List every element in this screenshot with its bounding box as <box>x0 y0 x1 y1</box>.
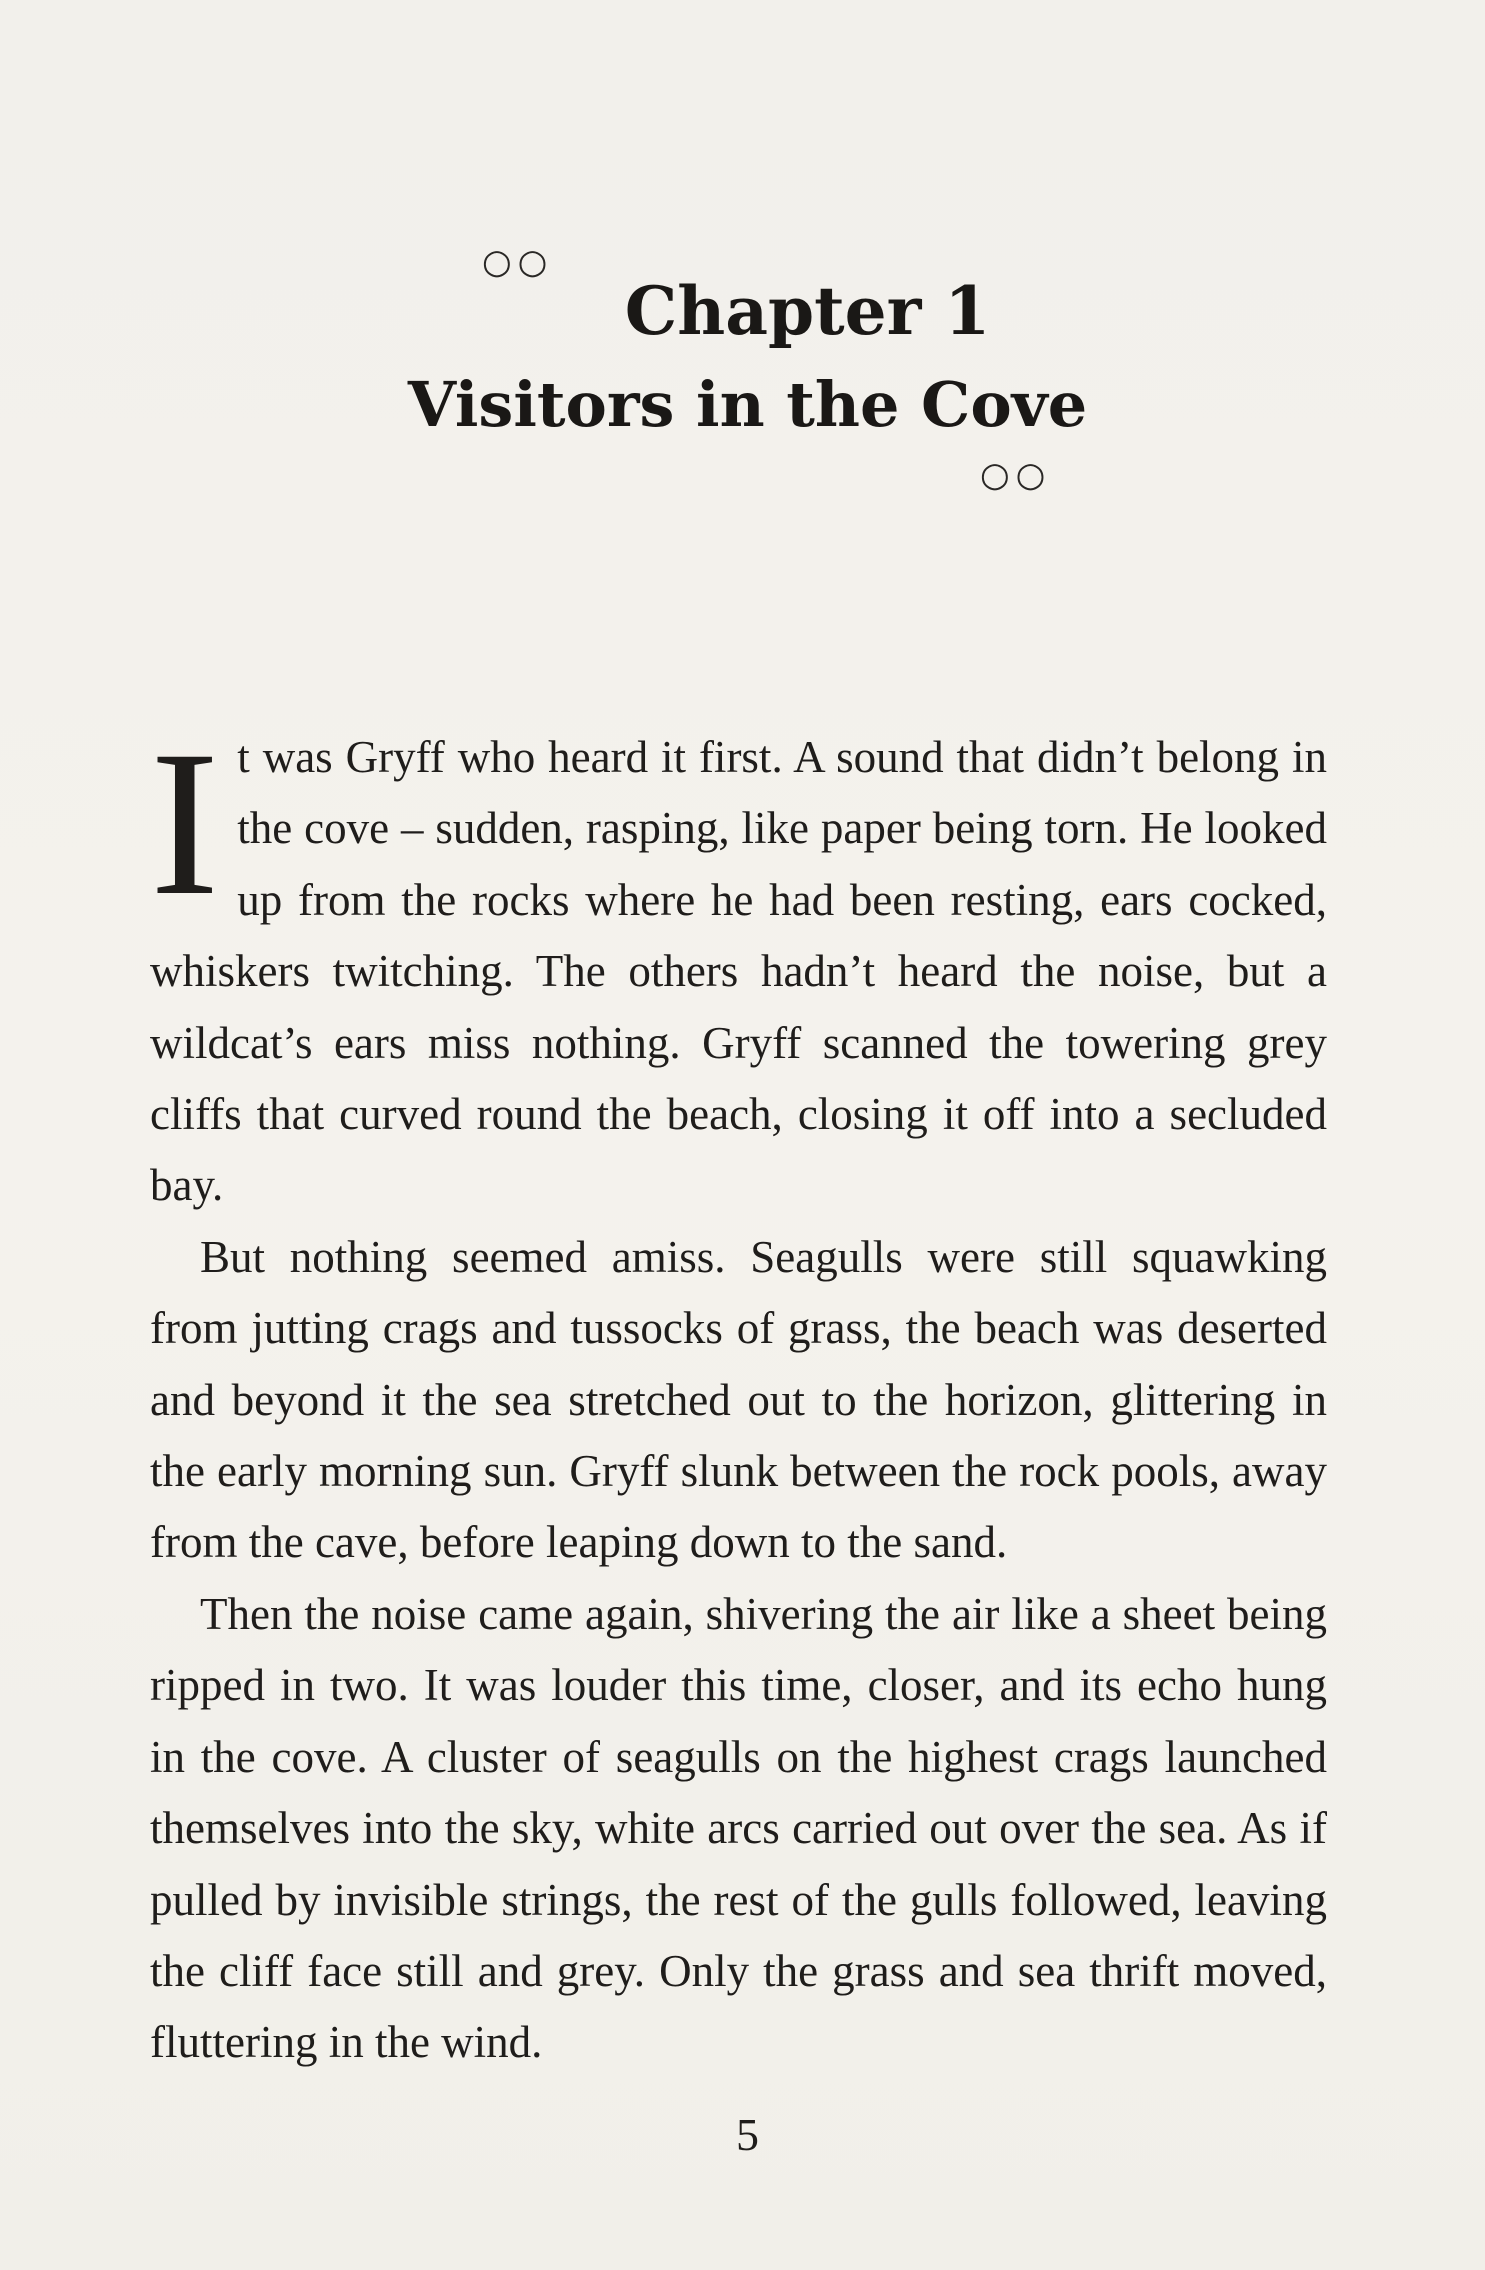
drop-cap: I <box>150 708 220 938</box>
ornament-top: ○○ <box>482 242 554 282</box>
paragraph-2: But nothing seemed amiss. Seagulls were still squawking from jutting crags and tussocks of grass, the beach was deserted and beyond it the sea stretched out to the horizon, glittering in the early morning sun. Gryff slunk between the rock pools, away from the cave, before leaping down to the sand. <box>150 1231 1327 1568</box>
chapter-number: Chapter 1 <box>624 272 991 350</box>
body-text <box>150 708 1327 2079</box>
ornament-bottom: ○○ <box>980 455 1052 495</box>
paragraph-1 <box>150 708 1327 1222</box>
page-number: 5 <box>736 2109 759 2160</box>
paragraph-1-text: t was Gryff who heard it first. A sound that didn’t belong in the cove – sudden, rasping, like paper being torn. He looked up from the rocks where he had been resting, ears cocked, whiskers twitching. The others hadn’t heard the noise, but a wildcat’s ears miss nothing. Gryff scanned the towering grey cliffs that curved round the beach, closing it off into a secluded bay. <box>150 732 1327 1211</box>
chapter-title: Visitors in the Cove <box>407 368 1088 441</box>
paragraph-3: Then the noise came again, shivering the air like a sheet being ripped in two. It was louder this time, closer, and its echo hung in the cove. A cluster of seagulls on the highest crags launched themselves into the sky, white arcs carried out over the sea. As if pulled by invisible strings, the rest of the gulls followed, leaving the cliff face still and grey. Only the grass and sea thrift moved, fluttering in the wind. <box>150 1588 1327 2068</box>
